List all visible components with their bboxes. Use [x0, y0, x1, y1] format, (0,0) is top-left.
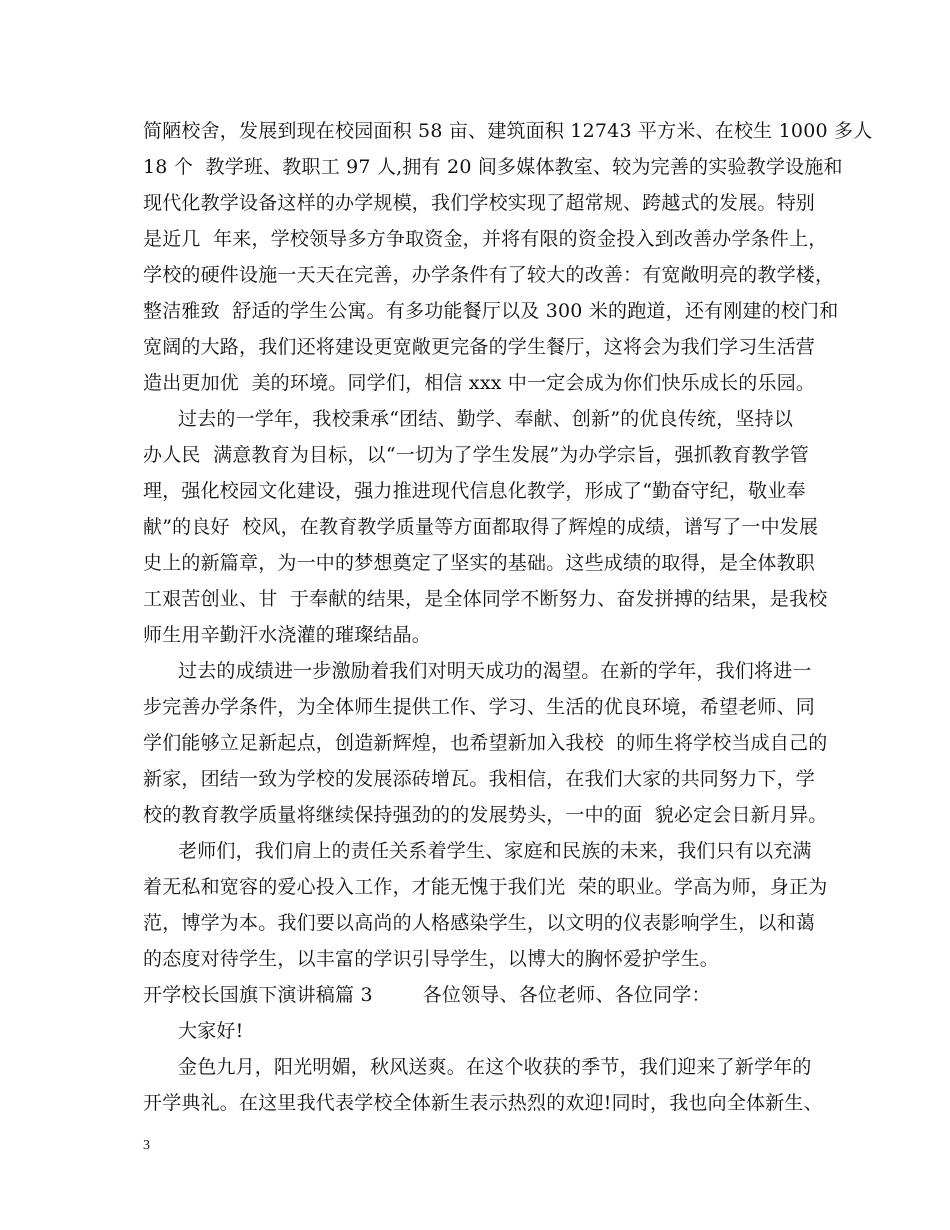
text-line: 宽阔的大路，我们还将建设更宽敞更完备的学生餐厅，这将会为我们学习生活营 [143, 336, 816, 358]
text-line: 工艰苦创业、甘 于奉献的结果，是全体同学不断努力、奋发拼搏的结果，是我校 [143, 588, 828, 610]
text-line: 办人民 满意教育为目标，以“一切为了学生发展”为办学宗旨，强抓教育教学管 [143, 444, 809, 466]
text-line: 步完善办学条件，为全体师生提供工作、学习、生活的优良环境，希望老师、同 [143, 696, 816, 718]
text-line: 简陋校舍，发展到现在校园面积 58 亩、建筑面积 12743 平方米、在校生 1000 多人 [143, 120, 873, 142]
text-line: 校的教育教学质量将继续保持强劲的的发展势头，一中的面 貌必定会日新月异。 [143, 804, 828, 826]
text-line: 新家，团结一致为学校的发展添砖增瓦。我相信，在我们大家的共同努力下，学 [143, 768, 816, 790]
text-line: 整洁雅致 舒适的学生公寓。有多功能餐厅以及 300 米的跑道，还有刚建的校门和 [143, 300, 839, 322]
paragraph-first-line: 过去的一学年，我校秉承“团结、勤学、奉献、创新”的优良传统，坚持以 [178, 408, 794, 430]
greeting-line: 大家好! [178, 1020, 244, 1042]
text-line: 学校的硬件设施一天天在完善，办学条件有了较大的改善：有宽敞明亮的教学楼， [143, 264, 835, 286]
page-number: 3 [143, 1138, 150, 1153]
text-line: 造出更加优 美的环境。同学们，相信 xxx 中一定会成为你们快乐成长的乐园。 [143, 372, 816, 394]
text-line: 的态度对待学生，以丰富的学识引导学生，以博大的胸怀爱护学生。 [143, 948, 720, 970]
text-line: 开学典礼。在这里我代表学校全体新生表示热烈的欢迎!同时，我也向全体新生、 [143, 1092, 823, 1114]
paragraph-first-line: 金色九月，阳光明媚，秋风送爽。在这个收获的季节，我们迎来了新学年的 [178, 1056, 812, 1078]
text-line: 是近几 年来，学校领导多方争取资金，并将有限的资金投入到改善办学条件上， [143, 228, 828, 250]
text-line: 着无私和宽容的爱心投入工作，才能无愧于我们光 荣的职业。学高为师，身正为 [143, 876, 828, 898]
text-line: 史上的新篇章，为一中的梦想奠定了坚实的基础。这些成绩的取得，是全体教职 [143, 552, 816, 574]
text-line: 现代化教学设备这样的办学规模，我们学校实现了超常规、跨越式的发展。特别 [143, 192, 816, 214]
paragraph-first-line: 过去的成绩进一步激励着我们对明天成功的渴望。在新的学年，我们将进一 [178, 660, 812, 682]
text-line: 学们能够立足新起点，创造新辉煌，也希望新加入我校 的师生将学校当成自己的 [143, 732, 828, 754]
text-line: 范，博学为本。我们要以高尚的人格感染学生，以文明的仪表影响学生，以和蔼 [143, 912, 816, 934]
text-line: 献”的良好 校风，在教育教学质量等方面都取得了辉煌的成绩，谱写了一中发展 [143, 516, 819, 538]
text-line: 师生用辛勤汗水浇灌的璀璨结晶。 [143, 624, 432, 646]
text-line: 18 个 教学班、教职工 97 人,拥有 20 间多媒体教室、较为完善的实验教学设施和 [143, 156, 843, 178]
section-heading-line: 开学校长国旗下演讲稿篇 3 各位领导、各位老师、各位同学： [143, 984, 711, 1006]
text-line: 理，强化校园文化建设，强力推进现代信息化教学，形成了“勤奋守纪，敬业奉 [143, 480, 806, 502]
paragraph-first-line: 老师们，我们肩上的责任关系着学生、家庭和民族的未来，我们只有以充满 [178, 840, 812, 862]
